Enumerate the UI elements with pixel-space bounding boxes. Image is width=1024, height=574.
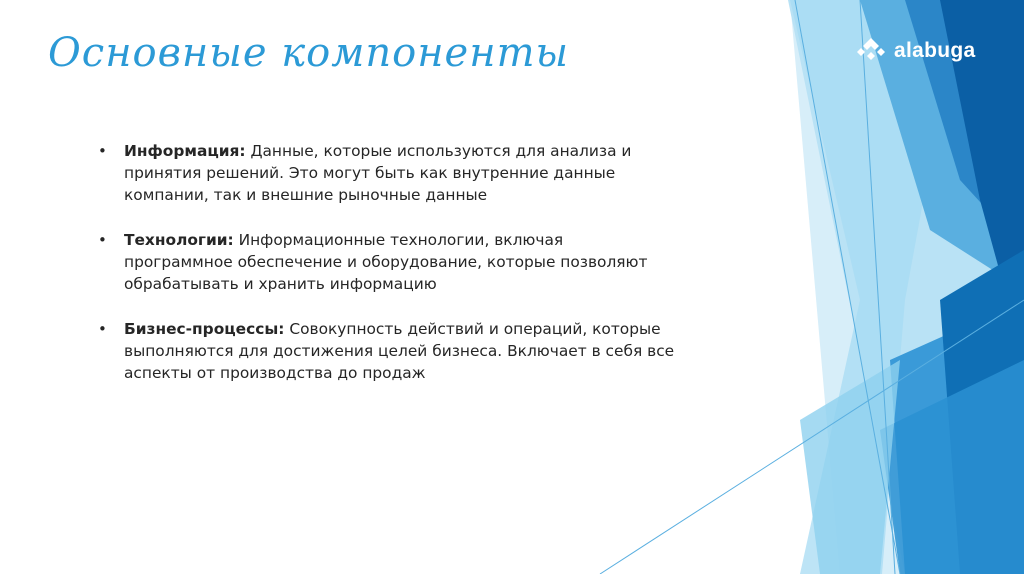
bullet-item [96,140,676,206]
bullet-dot: • [98,231,107,249]
bullet-dot: • [98,142,107,160]
alabuga-logo [856,38,975,64]
logo-text: alabuga [894,39,976,62]
bullet-dot: • [98,320,107,338]
bullet-term: Бизнес-процессы: [124,320,285,338]
bullet-item [96,318,676,384]
bullet-list [96,140,676,407]
bullet-item [96,229,676,295]
slide-title: Основные компоненты [48,30,570,76]
bullet-term: Информация: [124,142,246,160]
bullet-text: Данные, которые используются для анализа и принятия решений. Это могут быть как внутренние данные компании, так и внешние рыночные данные [124,142,632,204]
bullet-text: Совокупность действий и операций, которые выполняются для достижения целей бизнеса. Включает в себя все аспекты от производства до продаж [124,320,675,382]
alabuga-logo-icon [856,38,886,64]
bullet-text: Информационные технологии, включая программное обеспечение и оборудование, которые позволяют обрабатывать и хранить информацию [124,231,648,293]
bullet-term: Технологии: [124,231,234,249]
